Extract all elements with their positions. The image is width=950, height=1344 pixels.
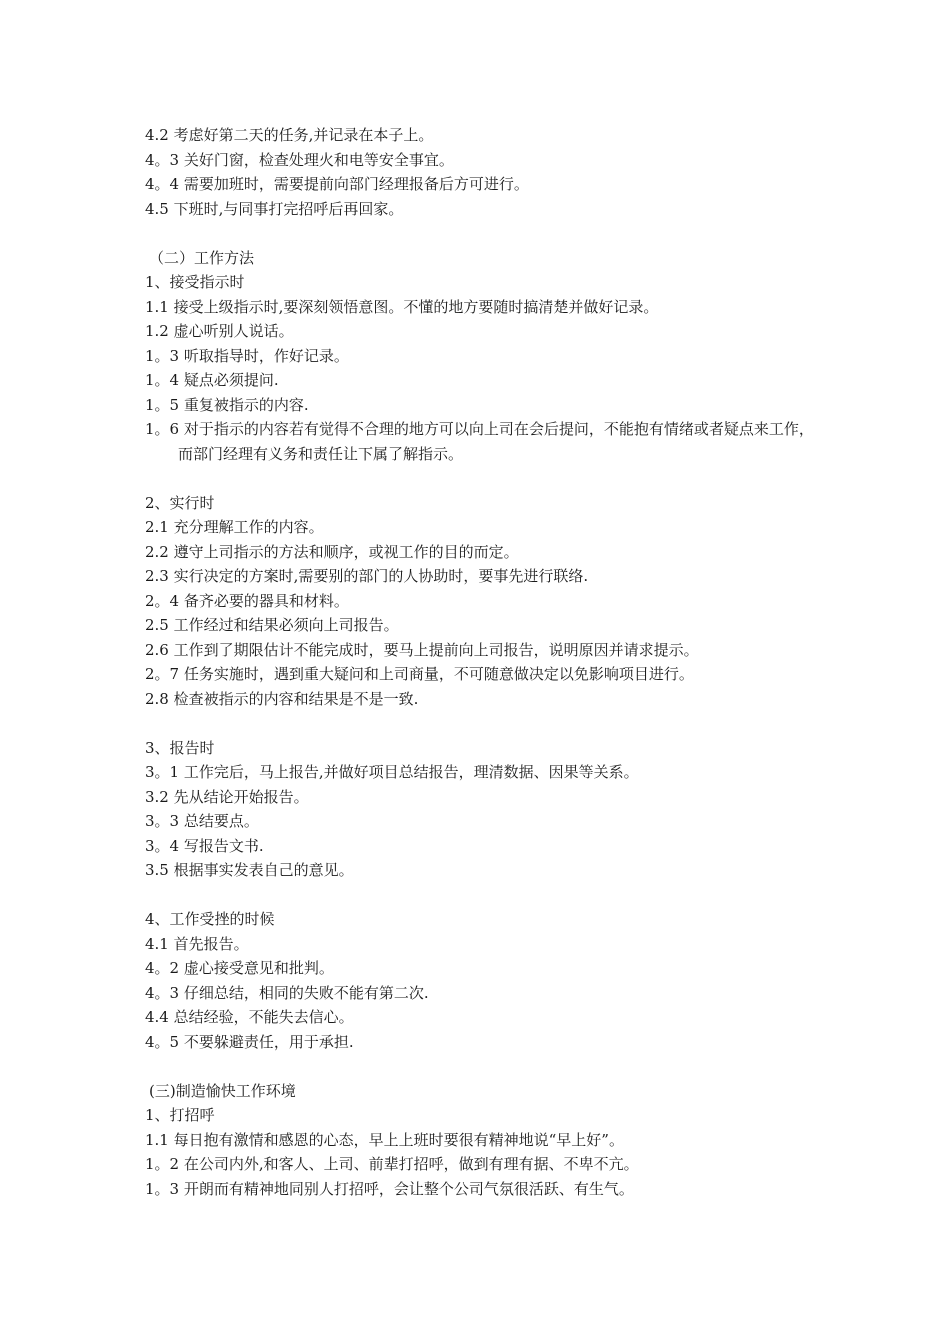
text-line: 2.3 实行决定的方案时,需要别的部门的人协助时，要事先进行联络. xyxy=(145,567,589,585)
text-line: 4.1 首先报告。 xyxy=(145,934,249,953)
paragraph-spacer xyxy=(145,466,825,491)
text-line: 2.8 检查被指示的内容和结果是不是一致. xyxy=(145,689,419,708)
text-line: 4。3 仔细总结，相同的失败不能有第二次. xyxy=(145,983,429,1002)
text-line: 1、打招呼 xyxy=(145,1106,215,1124)
text-line: 1。3 开朗而有精神地同别人打招呼，会让整个公司气氛很活跃、有生气。 xyxy=(145,1179,634,1198)
text-line: 2.6 工作到了期限估计不能完成时，要马上提前向上司报告，说明原因并请求提示。 xyxy=(145,640,699,659)
text-line: 1.2 虚心听别人说话。 xyxy=(145,322,294,340)
text-line: 3.2 先从结论开始报告。 xyxy=(145,787,309,806)
text-line: 3。4 写报告文书. xyxy=(145,836,264,855)
text-line: 2.2 遵守上司指示的方法和顺序，或视工作的目的而定。 xyxy=(145,542,519,561)
text-line: 4。3 关好门窗，检查处理火和电等安全事宜。 xyxy=(145,150,454,169)
text-line: 2.5 工作经过和结果必须向上司报告。 xyxy=(145,616,399,634)
text-line: 1。5 重复被指示的内容. xyxy=(145,395,309,414)
text-line: 2。4 备齐必要的器具和材料。 xyxy=(145,591,349,610)
text-line: 3、报告时 xyxy=(145,738,215,757)
section-heading: （二）工作方法 xyxy=(149,248,255,267)
text-line: 1、接受指示时 xyxy=(145,273,245,291)
text-line: 4.4 总结经验，不能失去信心。 xyxy=(145,1008,354,1026)
text-line: 2。7 任务实施时，遇到重大疑问和上司商量，不可随意做决定以免影响项目进行。 xyxy=(145,665,694,683)
text-line: 4.5 下班时,与同事打完招呼后再回家。 xyxy=(145,199,404,218)
paragraph-spacer xyxy=(145,883,825,908)
text-line: 2、实行时 xyxy=(145,493,215,512)
paragraph-spacer xyxy=(145,711,825,736)
text-line: 1.1 每日抱有激情和感恩的心态，早上上班时要很有精神地说“早上好”。 xyxy=(145,1130,624,1149)
text-line: 4.2 考虑好第二天的任务,并记录在本子上。 xyxy=(145,126,434,144)
text-line: 4。4 需要加班时，需要提前向部门经理报备后方可进行。 xyxy=(145,175,529,193)
text-line: 1。3 听取指导时，作好记录。 xyxy=(145,346,349,365)
text-line: 4。2 虚心接受意见和批判。 xyxy=(145,959,334,977)
document-body xyxy=(145,123,825,1201)
text-line: 1.1 接受上级指示时,要深刻领悟意图。不懂的地方要随时搞清楚并做好记录。 xyxy=(145,297,659,316)
text-line: 4。5 不要躲避责任，用于承担. xyxy=(145,1032,354,1051)
text-line: 2.1 充分理解工作的内容。 xyxy=(145,518,324,536)
paragraph-spacer xyxy=(145,1054,825,1079)
text-line: 1。6 对于指示的内容若有觉得不合理的地方可以向上司在会后提问，不能抱有情绪或者疑点来工作，而部门经理有义务和责任让下属了解指示。 xyxy=(145,420,814,463)
text-line: 1。4 疑点必须提问. xyxy=(145,371,279,389)
paragraph-spacer xyxy=(145,221,825,246)
text-line: 3。3 总结要点。 xyxy=(145,812,259,830)
text-line: 3。1 工作完后，马上报告,并做好项目总结报告，理清数据、因果等关系。 xyxy=(145,763,639,781)
text-line: 4、工作受挫的时候 xyxy=(145,910,275,928)
text-line: 3.5 根据事实发表自己的意见。 xyxy=(145,861,354,879)
text-line: 1。2 在公司内外,和客人、上司、前辈打招呼，做到有理有据、不卑不亢。 xyxy=(145,1155,639,1173)
section-heading: (三)制造愉快工作环境 xyxy=(149,1081,296,1100)
